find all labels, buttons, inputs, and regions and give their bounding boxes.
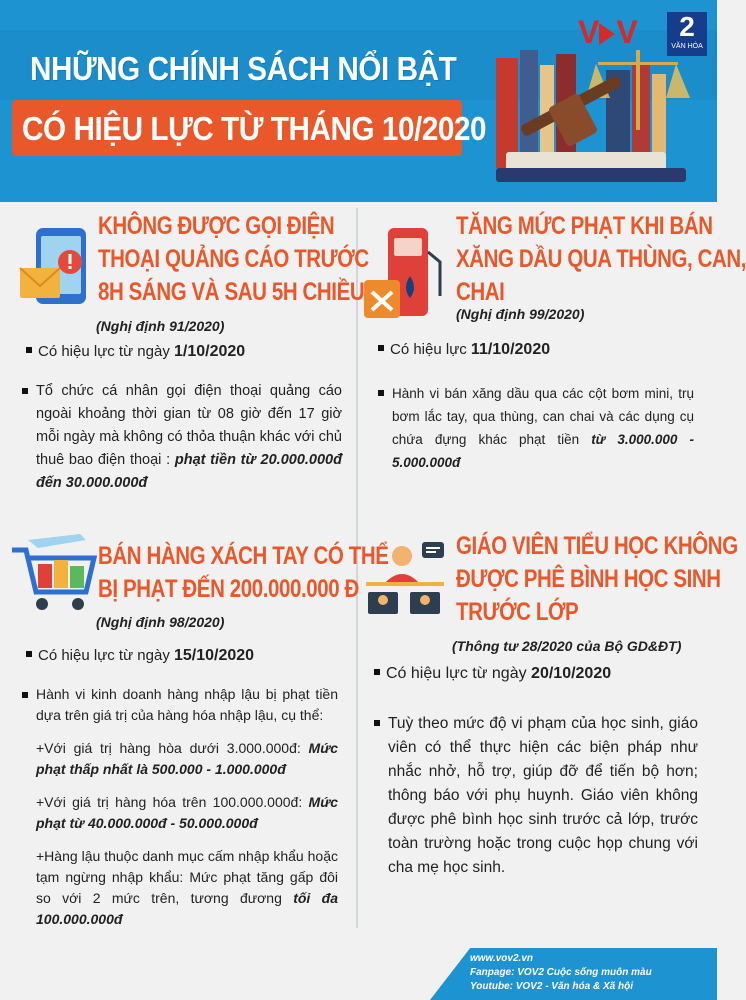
footer-website[interactable]: www.vov2.vn [470,953,533,964]
body-intro: Hành vi kinh doanh hàng nhập lậu bị phạt tiền dựa trên giá trị của hàng hóa nhập lậu, cụ thể: [36,686,338,723]
section-1-body: Tổ chức cá nhân gọi điện thoại quảng cáo ngoài khoảng thời gian từ 08 giờ đến 17 giờ mỗi ngày mà không có thỏa thuận khác với chủ thuê bao điện thoại : phạt tiền từ 20.000.000đ đến 30.000.000đ [36,380,342,495]
section-4-decree: (Thông tư 28/2020 của Bộ GD&ĐT) [452,638,682,654]
heading-line: KHÔNG ĐƯỢC GỌI ĐIỆN [98,212,335,240]
section-1-heading [98,210,369,309]
section-1-decree: (Nghị định 91/2020) [96,318,225,334]
heading-line: ĐƯỢC PHÊ BÌNH HỌC SINH [456,565,721,593]
heading-line: CHAI [456,278,505,306]
bullet-icon [22,388,28,394]
footer-info [470,952,652,994]
section-3-heading [98,540,388,606]
shopping-cart-plane-icon [8,530,100,616]
section-3-body [36,684,338,930]
section-2-body: Hành vi bán xăng dầu qua các cột bơm mini, trụ bơm lắc tay, qua thùng, can chai và các dụng cụ chứa đựng khác phạt tiền từ 3.000.000 - 5.000.000đ [392,382,694,474]
heading-line: TĂNG MỨC PHẠT KHI BÁN [456,212,713,240]
bullet-icon [378,345,384,351]
footer-youtube[interactable]: Youtube: VOV2 - Văn hóa & Xã hội [470,981,633,992]
bullet-icon [378,390,384,396]
heading-line: 8H SÁNG VÀ SAU 5H CHIỀU [98,278,365,306]
bullet-icon [26,347,32,353]
bullet-icon [22,692,28,698]
section-4-body: Tuỳ theo mức độ vi phạm của học sinh, giáo viên có thể thực hiện các biện pháp như nhắc nhở, hỗ trợ, giúp đỡ để tiến bộ hơn; thông báo với phụ huynh. Giáo viên không được phê bình học sinh trước cả lớp, trước toàn trường hoặc trong cuộc họp chung với cha mẹ học sinh. [388,712,698,880]
vov-logo: V V [578,14,637,50]
logo-sub: VĂN HÓA [671,43,703,50]
title-line-1: NHỮNG CHÍNH SÁCH NỔI BẬT [30,50,457,87]
body-item-2: +Với giá trị hàng hóa trên 100.000.000đ: Mức phạt từ 40.000.000đ - 50.000.000đ [36,794,338,831]
logo-number: 2 [679,11,695,42]
heading-line: GIÁO VIÊN TIỂU HỌC KHÔNG [456,532,738,560]
body-item-3: +Hàng lậu thuộc danh mục cấm nhập khẩu hoặc tạm ngừng nhập khẩu: Mức phạt tăng gấp đôi so với 2 mức trên, tương đương tối đa 100.000.000đ [36,848,338,927]
heading-line: THOẠI QUẢNG CÁO TRƯỚC [98,245,369,273]
title-line-2: CÓ HIỆU LỰC TỪ THÁNG 10/2020 [22,110,487,147]
section-2-effective: Có hiệu lực 11/10/2020 [378,340,550,360]
section-3-decree: (Nghị định 98/2020) [96,614,225,630]
section-2-decree: (Nghị định 99/2020) [456,306,585,322]
phone-warning-icon [18,226,94,308]
section-2-heading [456,210,746,309]
heading-line: BÁN HÀNG XÁCH TAY CÓ THỂ [98,542,389,570]
body-item-1: +Với giá trị hàng hòa dưới 3.000.000đ: Mức phạt thấp nhất là 500.000 - 1.000.000đ [36,740,338,777]
section-4-heading [456,530,738,629]
heading-line: XĂNG DẦU QUA THÙNG, CAN, [456,245,746,273]
heading-line: TRƯỚC LỚP [456,598,579,626]
bullet-icon [374,720,380,726]
section-3-effective: Có hiệu lực từ ngày 15/10/2020 [26,646,254,666]
section-4-effective: Có hiệu lực từ ngày 20/10/2020 [374,664,611,684]
bullet-icon [374,669,380,675]
section-1-effective: Có hiệu lực từ ngày 1/10/2020 [26,342,245,362]
teacher-class-icon [362,538,448,624]
bullet-icon [26,651,32,657]
heading-line: BỊ PHẠT ĐẾN 200.000.000 Đ [98,575,359,603]
law-books-scales-gavel-icon [486,40,696,200]
fuel-pump-icon [362,222,448,322]
footer-fanpage[interactable]: Fanpage: VOV2 Cuộc sống muôn màu [470,967,652,978]
